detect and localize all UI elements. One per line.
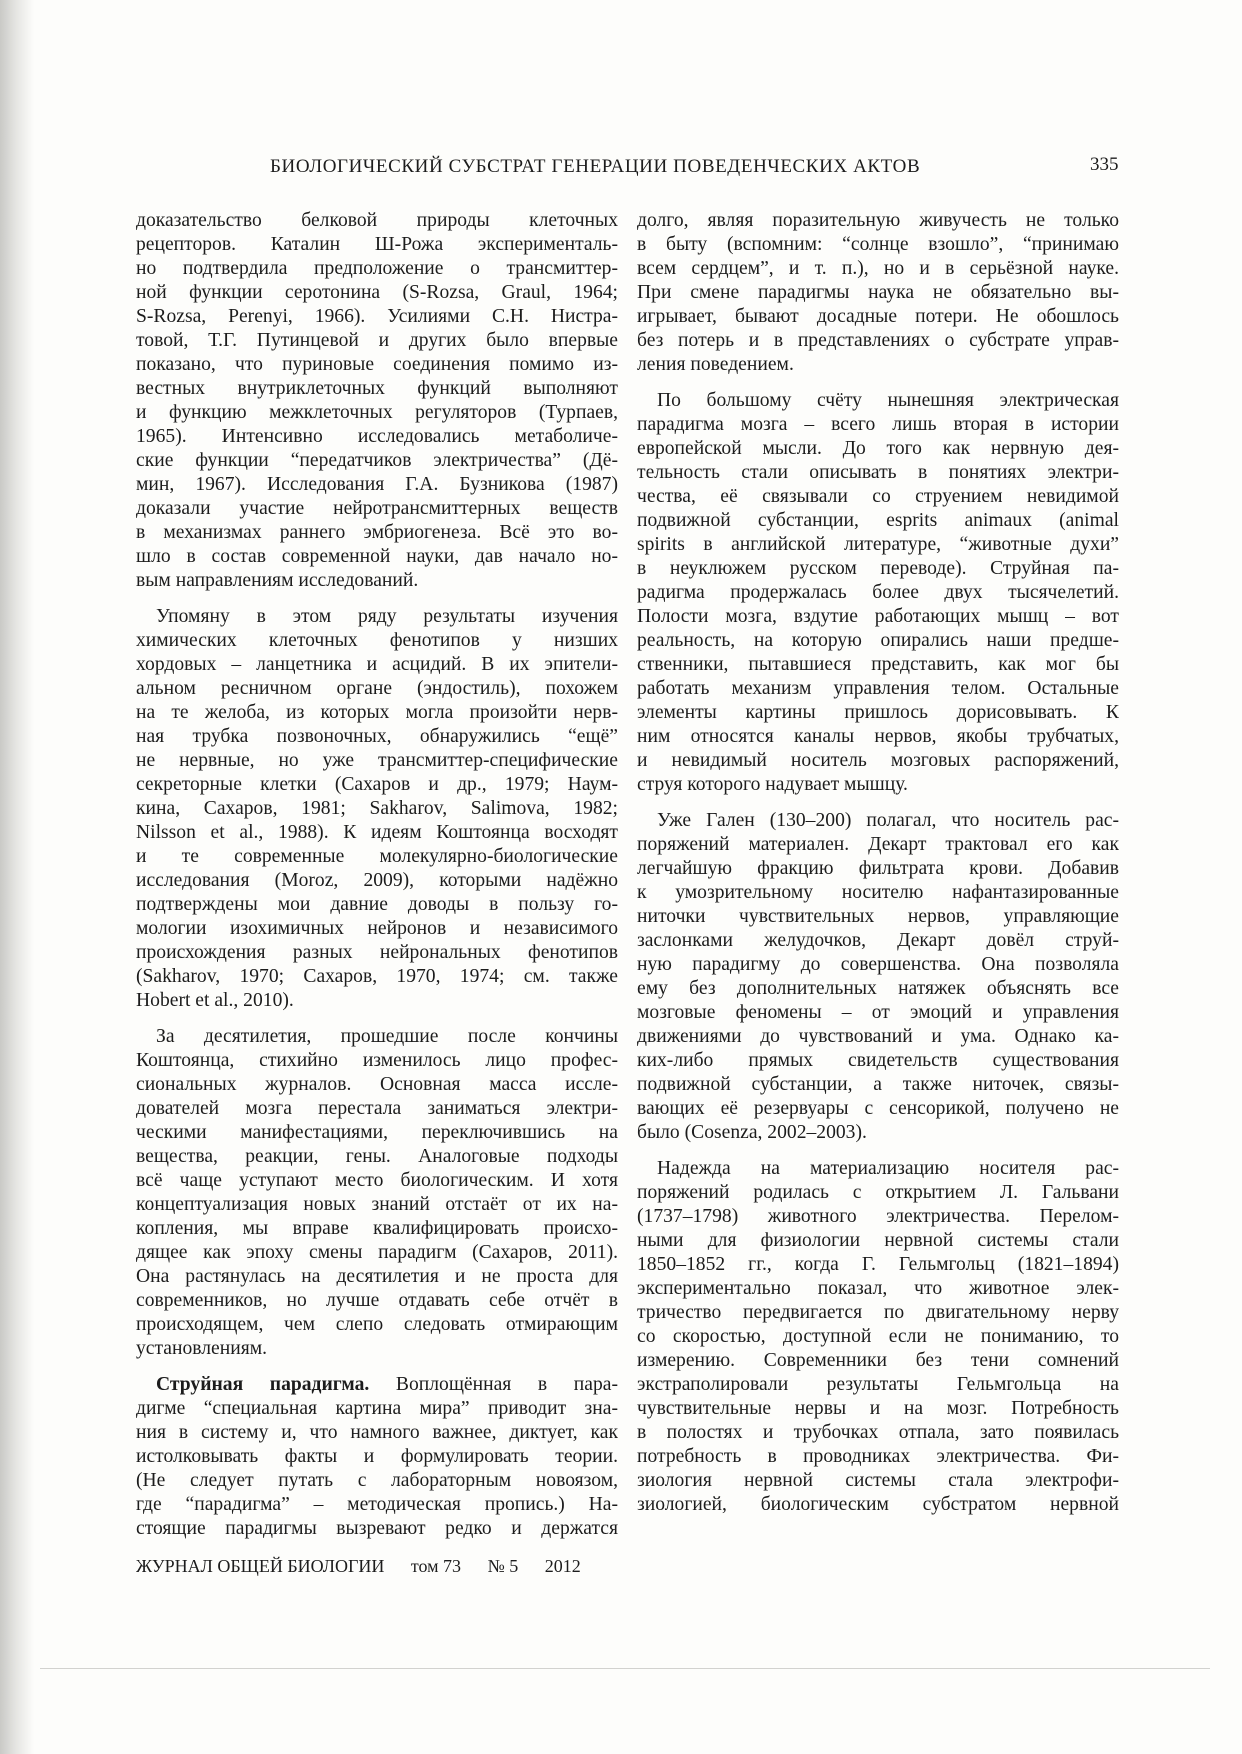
text-column-right	[637, 209, 1119, 1529]
text-line: зиология нервной системы стала электрофи-	[637, 1470, 1119, 1491]
text-line: Hobert et al., 2010).	[136, 990, 294, 1011]
text-line: но подтвердила предположение о трансмиттер-	[136, 258, 618, 279]
text-line: кина, Сахаров, 1981; Sakharov, Salimova, 1982;	[136, 798, 618, 819]
text-line: (Sakharov, 1970; Сахаров, 1970, 1974; см. также	[136, 966, 618, 987]
journal-name: ЖУРНАЛ ОБЩЕЙ БИОЛОГИИ	[136, 1556, 385, 1576]
text-line: долго, являя поразительную живучесть не только	[637, 210, 1119, 231]
text-line: вающих её резервуары с сенсорикой, получено не	[637, 1098, 1119, 1119]
text-line: рецепторов. Каталин Ш-Рожа эксперименталь-	[136, 234, 618, 255]
text-line: spirits в английской литературе, “животные духи”	[637, 534, 1119, 555]
text-line: не нервные, но уже трансмиттер-специфические	[136, 750, 618, 771]
paragraph	[136, 605, 618, 1013]
text-line: ную парадигму до совершенства. Она позволяла	[637, 954, 1119, 975]
text-line: европейской мысли. До того как нервную дея-	[637, 438, 1119, 459]
journal-year: 2012	[544, 1556, 581, 1576]
text-line: вым направлениям исследований.	[136, 570, 419, 591]
text-line: (Не следует путать с лабораторным новоязом,	[136, 1470, 618, 1491]
text-line: было (Cosenza, 2002–2003).	[637, 1122, 867, 1143]
text-line: и функцию межклеточных регуляторов (Турпаев,	[136, 402, 618, 423]
text-line: радигма продержалась более двух тысячелетий.	[637, 582, 1119, 603]
text-line: подвижной субстанции, esprits animaux (animal	[637, 510, 1119, 531]
text-line: дователей мозга перестала заниматься электри-	[136, 1098, 618, 1119]
text-line: концептуализация новых знаний отстаёт от их на-	[136, 1194, 618, 1215]
text-line: всё чаще уступают место биологическим. И хотя	[136, 1170, 618, 1191]
paragraph	[136, 1025, 618, 1361]
text-line: сиональных журналов. Основная масса иссле-	[136, 1074, 618, 1095]
text-line: S-Rozsa, Perenyi, 1966). Усилиями С.Н. Нистра-	[136, 306, 618, 327]
text-line: элементы картины пришлось дорисовывать. К	[637, 702, 1119, 723]
text-line: поряжений материален. Декарт трактовал его как	[637, 834, 1119, 855]
text-line: на те желоба, из которых могла произойти нерв-	[136, 702, 618, 723]
text-line: показано, что пуриновые соединения помимо из-	[136, 354, 618, 375]
paragraph	[637, 389, 1119, 797]
text-line: реальность, на которую опирались наши предше-	[637, 630, 1119, 651]
scan-bottom-edge	[40, 1668, 1210, 1669]
text-line: в неуклюжем русском переводе). Струйная па-	[637, 558, 1119, 579]
text-line: где “парадигма” – методическая пропись.) На-	[136, 1494, 618, 1515]
journal-volume: том 73	[410, 1556, 462, 1576]
text-line: игрывает, бывают досадные потери. Не обошлось	[637, 306, 1119, 327]
text-line: в полостях и трубочках отпала, зато появилась	[637, 1422, 1119, 1443]
text-line: происходящем, чем слепо следовать отмирающим	[136, 1314, 618, 1335]
text-line: ния в систему и, что намного важнее, диктует, как	[136, 1422, 618, 1443]
text-line: и невидимый носитель мозговых распоряжений,	[637, 750, 1119, 771]
text-line: копления, мы вправе квалифицировать происхо-	[136, 1218, 618, 1239]
text-line: дигме “специальная картина мира” приводит зна-	[136, 1398, 618, 1419]
text-line: вестных внутриклеточных функций выполняют	[136, 378, 618, 399]
text-line: дящее как эпоху смены парадигм (Сахаров, 2011).	[136, 1242, 618, 1263]
text-line: ная трубка позвоночных, обнаружились “ещё”	[136, 726, 618, 747]
journal-issue: № 5	[487, 1556, 519, 1576]
text-line-content: Воплощённая в пара-	[369, 1374, 618, 1395]
text-line: химических клеточных фенотипов у низших	[136, 630, 618, 651]
text-line: со скоростью, доступной если не пониманию, то	[637, 1326, 1119, 1347]
text-line: в механизмах раннего эмбриогенеза. Всё это во-	[136, 522, 618, 543]
text-line: ему без дополнительных натяжек объяснять все	[637, 978, 1119, 999]
text-line: ственники, пытавшиеся представить, как мог бы	[637, 654, 1119, 675]
text-line: измерению. Современники без тени сомнений	[637, 1350, 1119, 1371]
text-line: подтверждены мои давние доводы в пользу го-	[136, 894, 618, 915]
text-line: экспериментально показал, что животное элек-	[637, 1278, 1119, 1299]
text-line: в быту (вспомним: “солнце взошло”, “принимаю	[637, 234, 1119, 255]
text-line: к умозрительному носителю нафантазированные	[637, 882, 1119, 903]
text-line: Полости мозга, вздутие работающих мышц – вот	[637, 606, 1119, 627]
text-line: Уже Гален (130–200) полагал, что носитель рас-	[657, 810, 1119, 831]
paragraph	[136, 209, 618, 593]
text-line: зиологией, биологическим субстратом нервной	[637, 1494, 1119, 1515]
text-line: ним относятся каналы нервов, якобы трубчатых,	[637, 726, 1119, 747]
text-line: При смене парадигмы наука не обязательно вы-	[637, 282, 1119, 303]
text-line: ческими манифестациями, переключившись на	[136, 1122, 618, 1143]
text-line: чества, её связывали со струением невидимой	[637, 486, 1119, 507]
text-line: ких-либо прямых свидетельств существования	[637, 1050, 1119, 1071]
text-line: ления поведением.	[637, 354, 794, 375]
text-line: вещества, реакции, гены. Аналоговые подходы	[136, 1146, 618, 1167]
text-line: поряжений родилась с открытием Л. Гальвани	[637, 1182, 1119, 1203]
text-line: движениями до чувствований и ума. Однако ка-	[637, 1026, 1119, 1047]
text-line: экстраполировали результаты Гельмгольца на	[637, 1374, 1119, 1395]
text-line: без потерь и в представлениях о субстрате управ-	[637, 330, 1119, 351]
text-line: ной функции серотонина (S-Rozsa, Graul, 1964;	[136, 282, 618, 303]
text-line	[136, 1373, 618, 1397]
text-line: доказательство белковой природы клеточных	[136, 210, 618, 231]
text-line: ские функции “передатчиков электричества” (Дё-	[136, 450, 618, 471]
text-line: современников, но лучше отдавать себе отчёт в	[136, 1290, 618, 1311]
text-line: тельность стали описывать в понятиях электри-	[637, 462, 1119, 483]
text-line: По большому счёту нынешняя электрическая	[657, 390, 1119, 411]
text-line: Упомяну в этом ряду результаты изучения	[156, 606, 618, 627]
text-line: товой, Т.Г. Путинцевой и других было впервые	[136, 330, 618, 351]
paragraph	[637, 209, 1119, 377]
text-line: подвижной субстанции, а также ниточек, связы-	[637, 1074, 1119, 1095]
text-line: всем сердцем”, и т. п.), но и в серьёзной науке.	[637, 258, 1119, 279]
text-line: (1737–1798) животного электричества. Перелом-	[637, 1206, 1119, 1227]
text-column-left	[136, 209, 618, 1553]
text-line: установлениям.	[136, 1338, 268, 1359]
text-line: истолковывать факты и формулировать теории.	[136, 1446, 618, 1467]
text-line: ными для физиологии нервной системы стали	[637, 1230, 1119, 1251]
text-line: шло в состав современной науки, дав начало но-	[136, 546, 618, 567]
text-line: тричество передвигается по двигательному нерву	[637, 1302, 1119, 1323]
paragraph	[136, 1373, 618, 1541]
text-line: струя которого надувает мышцу.	[637, 774, 908, 795]
text-line: стоящие парадигмы вызревают редко и держатся	[136, 1518, 618, 1539]
paragraph	[637, 809, 1119, 1145]
text-line: парадигма мозга – всего лишь вторая в истории	[637, 414, 1119, 435]
text-line: заслонками желудочков, Декарт довёл струй-	[637, 930, 1119, 951]
text-line: доказали участие нейротрансмиттерных веществ	[136, 498, 618, 519]
text-line: За десятилетия, прошедшие после кончины	[156, 1026, 618, 1047]
text-line: альном ресничном органе (эндостиль), похожем	[136, 678, 618, 699]
text-line: мозговые феномены – от эмоций и управления	[637, 1002, 1119, 1023]
text-line: хордовых – ланцетника и асцидий. В их эпители-	[136, 654, 618, 675]
text-line: 1965). Интенсивно исследовались метаболиче-	[136, 426, 618, 447]
text-line: чувствительные нервы и на мозг. Потребность	[637, 1398, 1119, 1419]
section-heading: Струйная парадигма.	[156, 1374, 370, 1395]
text-line: Надежда на материализацию носителя рас-	[657, 1158, 1119, 1179]
text-line: легчайшую фракцию фильтрата крови. Добавив	[637, 858, 1119, 879]
text-line: 1850–1852 гг., когда Г. Гельмгольц (1821–1894)	[637, 1254, 1119, 1275]
text-line: ниточки чувствительных нервов, управляющие	[637, 906, 1119, 927]
text-line: потребность в проводниках электричества. Фи-	[637, 1446, 1119, 1467]
text-line: происхождения разных нейрональных фенотипов	[136, 942, 618, 963]
scan-edge-shadow	[0, 0, 34, 1754]
page-number: 335	[1090, 154, 1119, 175]
text-line: Она растянулась на десятилетия и не проста для	[136, 1266, 618, 1287]
journal-footer	[136, 1556, 603, 1577]
text-line: работать механизм управления телом. Остальные	[637, 678, 1119, 699]
paragraph	[637, 1157, 1119, 1517]
text-line: мин, 1967). Исследования Г.А. Бузникова (1987)	[136, 474, 618, 495]
running-title: БИОЛОГИЧЕСКИЙ СУБСТРАТ ГЕНЕРАЦИИ ПОВЕДЕНЧЕСКИХ АКТОВ	[270, 156, 921, 177]
text-line: Nilsson et al., 1988). К идеям Коштоянца восходят	[136, 822, 618, 843]
text-line: Коштоянца, стихийно изменилось лицо профес-	[136, 1050, 618, 1071]
text-line: и те современные молекулярно-биологические	[136, 846, 618, 867]
text-line: секреторные клетки (Сахаров и др., 1979; Наум-	[136, 774, 618, 795]
text-line: исследования (Moroz, 2009), которыми надёжно	[136, 870, 618, 891]
text-line: мологии изохимичных нейронов и независимого	[136, 918, 618, 939]
